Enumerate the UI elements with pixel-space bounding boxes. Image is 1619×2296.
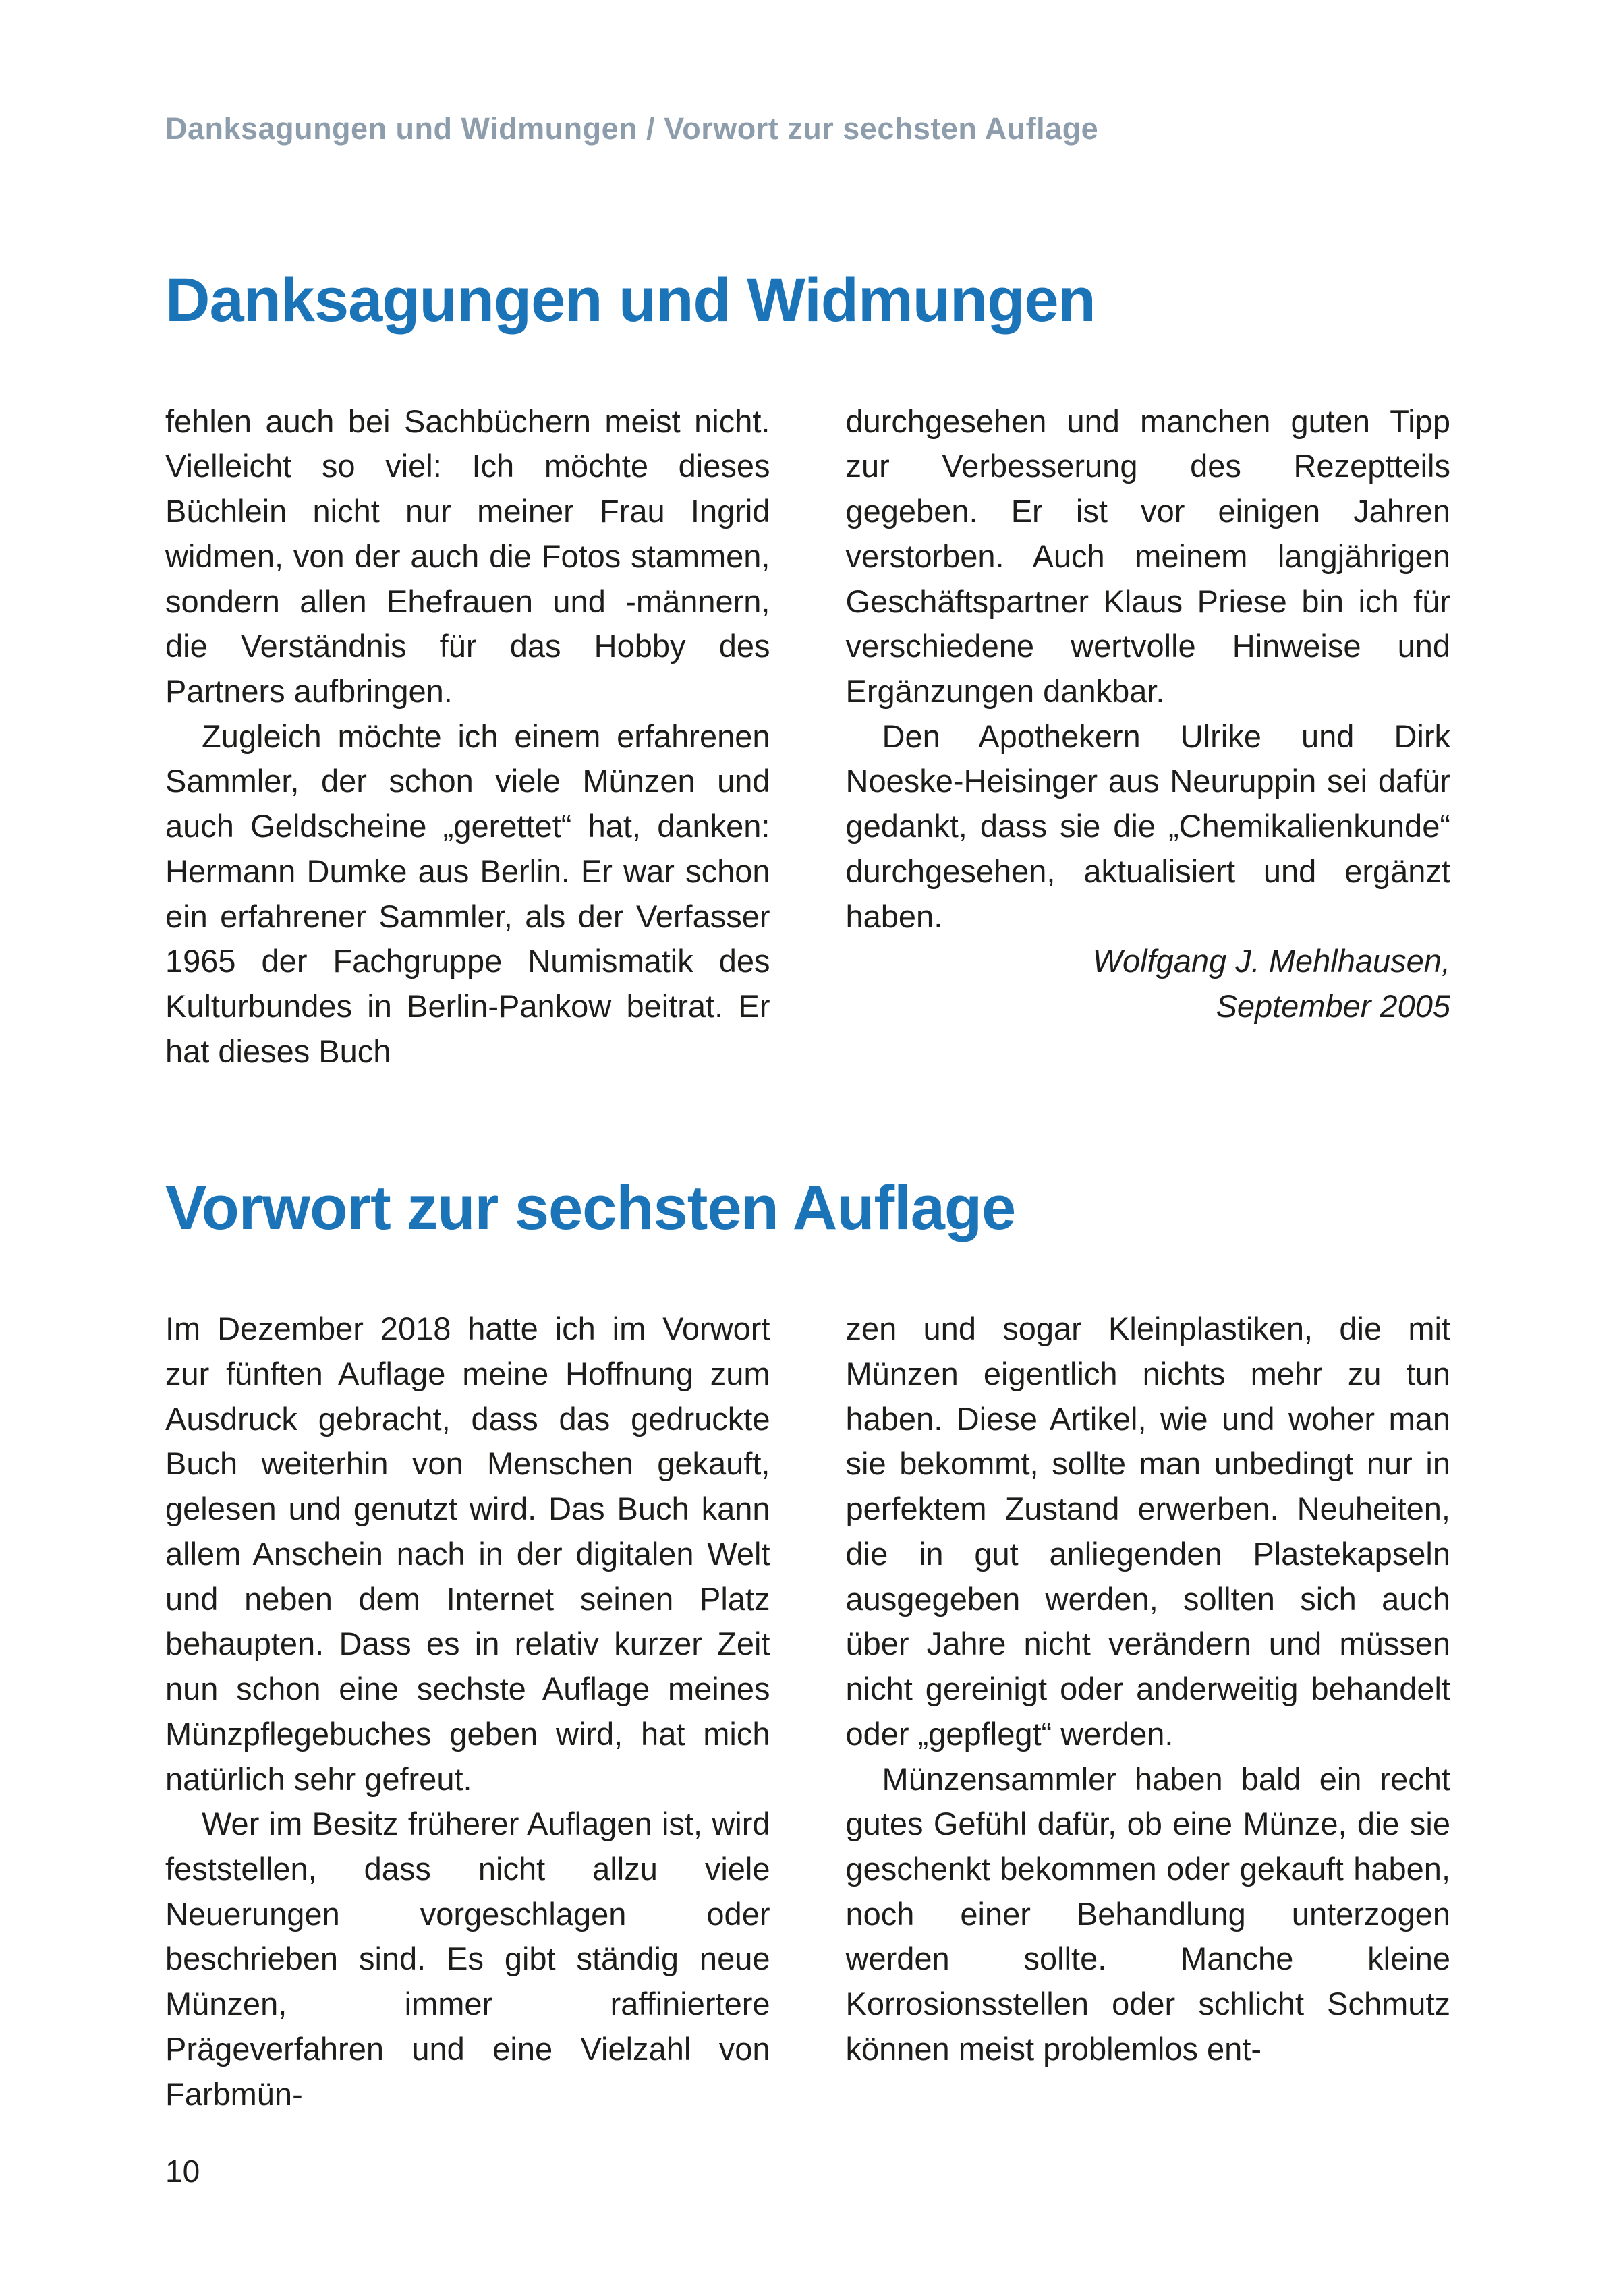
paragraph: fehlen auch bei Sachbüchern meist nicht. Vielleicht so viel: Ich möchte dieses Büchlein nicht nur meiner Frau Ingrid widmen, von der auch die Fotos stammen, sondern allen Ehefrauen und -männern, die Verständnis für das Hobby des Partners aufbringen. (165, 403, 770, 709)
paragraph: Zugleich möchte ich einem erfahrenen Sammler, der schon viele Münzen und auch Geldscheine „gerettet“ hat, danken: Hermann Dumke aus Berlin. Er war schon ein erfahrener Sammler, als der Verfasser 1965 der Fachgruppe Numismatik des Kulturbundes in Berlin-Pankow beitrat. Er hat dieses Buch (165, 718, 770, 1069)
right-column (846, 1307, 1451, 2117)
paragraph: Den Apothekern Ulrike und Dirk Noeske-Heisinger aus Neuruppin sei dafür gedankt, dass sie die „Chemikalienkunde“ durchgesehen, aktualisiert und ergänzt haben. (845, 718, 1450, 934)
paragraph: Münzensammler haben bald ein recht gutes Gefühl dafür, ob eine Münze, die sie geschenkt bekommen oder gekauft haben, noch einer Behandlung unterzogen werden sollte. Manche kleine Korrosionsstellen oder schlicht Schmutz können meist problemlos ent- (845, 1760, 1450, 2067)
section-title-danksagungen: Danksagungen und Widmungen (165, 266, 1096, 335)
right-column (846, 399, 1451, 1074)
signature-date: September 2005 (1216, 988, 1450, 1025)
left-column (165, 399, 770, 1074)
two-column-layout (165, 399, 1450, 1074)
page-number: 10 (165, 2154, 200, 2189)
signature-name: Wolfgang J. Mehlhausen, (1092, 943, 1450, 979)
running-head: Danksagungen und Widmungen / Vorwort zur sechsten Auflage (165, 111, 1099, 146)
paragraph: Im Dezember 2018 hatte ich im Vorwort zur fünften Auflage meine Hoffnung zum Ausdruck gebracht, dass das gedruckte Buch weiterhin von Menschen gekauft, gelesen und genutzt wird. Das Buch kann allem Anschein nach in der digitalen Welt und neben dem Internet seinen Platz behaupten. Dass es in relativ kurzer Zeit nun schon eine sechste Auflage meines Münzpflegebuches geben wird, hat mich natürlich sehr gefreut. (165, 1311, 770, 1797)
left-column (165, 1307, 770, 2117)
paragraph: durchgesehen und manchen guten Tipp zur Verbesserung des Rezeptteils gegeben. Er ist vor einigen Jahren verstorben. Auch meinem langjährigen Geschäftspartner Klaus Priese bin ich für verschiedene wertvolle Hinweise und Ergänzungen dankbar. (845, 403, 1450, 709)
paragraph: Wer im Besitz früherer Auflagen ist, wird feststellen, dass nicht allzu viele Neuerungen vorgeschlagen oder beschrieben sind. Es gibt ständig neue Münzen, immer raffiniertere Prägeverfahren und eine Vielzahl von Farbmün- (165, 1806, 770, 2112)
section-danksagungen (165, 268, 1450, 1074)
paragraph: zen und sogar Kleinplastiken, die mit Münzen eigentlich nichts mehr zu tun haben. Diese Artikel, wie und woher man sie bekommt, sollte man unbedingt nur in perfektem Zustand erwerben. Neuheiten, die in gut anliegenden Plastekapseln ausgegeben werden, sollten sich auch über Jahre nicht verändern und müssen nicht gereinigt oder anderweitig behandelt oder „gepflegt“ werden. (845, 1311, 1450, 1752)
section-title-vorwort: Vorwort zur sechsten Auflage (165, 1173, 1016, 1242)
two-column-layout (165, 1307, 1450, 2117)
section-vorwort (165, 1173, 1450, 2117)
